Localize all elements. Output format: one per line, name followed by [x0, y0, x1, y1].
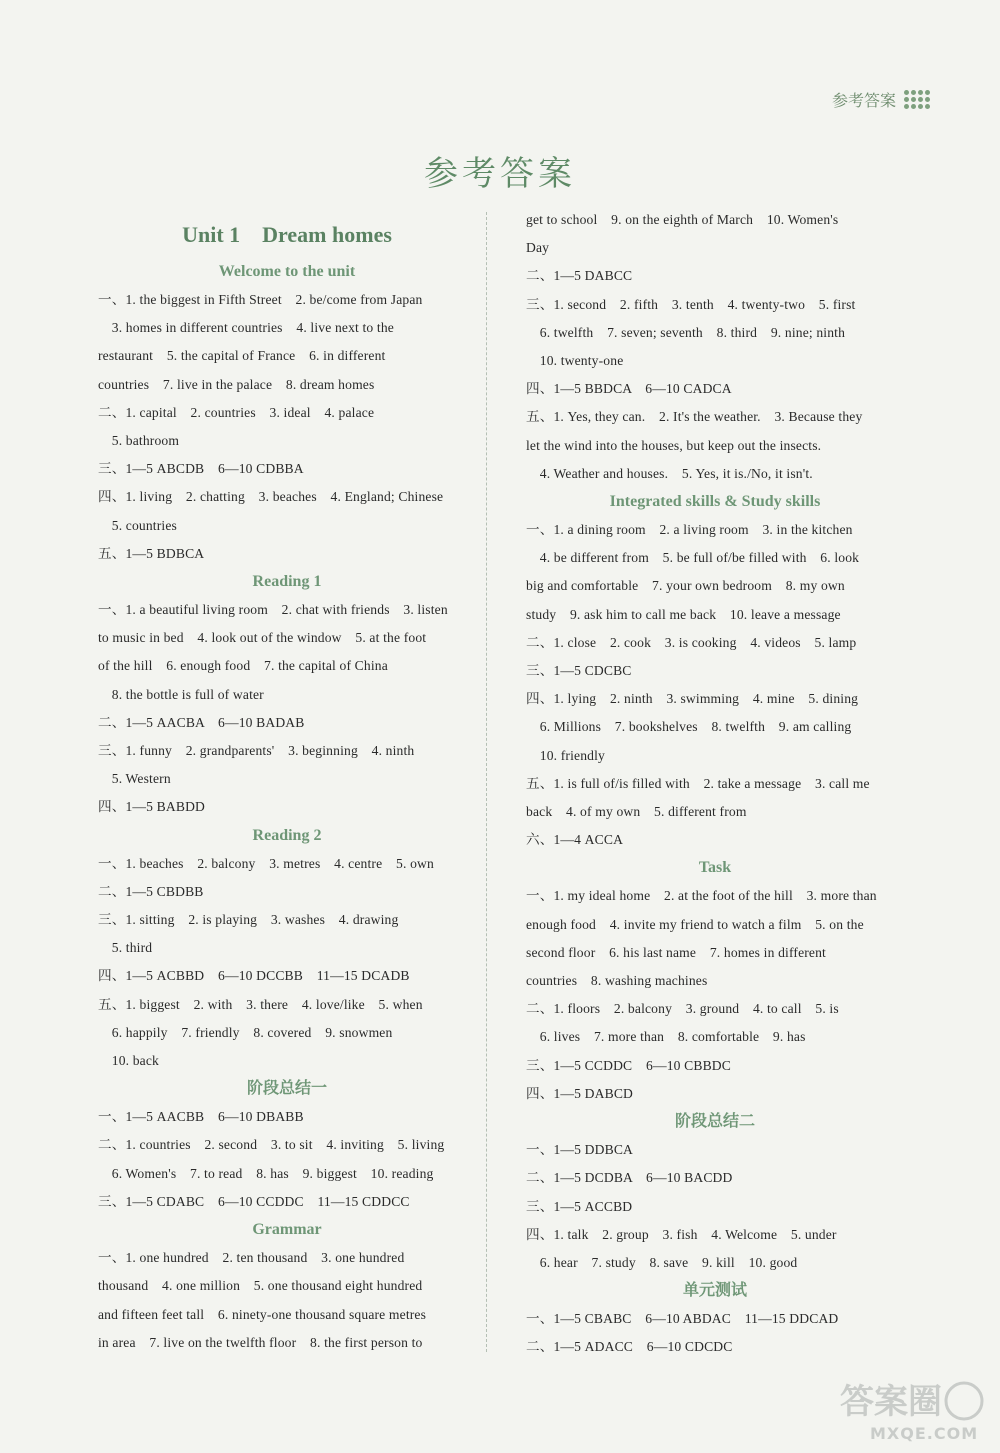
answer-line: 一、1. the biggest in Fifth Street 2. be/come from Japan — [98, 292, 423, 307]
answer-line: 6. Millions 7. bookshelves 8. twelfth 9. am calling — [526, 719, 852, 735]
answer-line: 一、1. my ideal home 2. at the foot of the hill 3. more than — [526, 888, 877, 904]
answer-line: 四、1—5 ACBBD 6—10 DCCBB 11—15 DCADB — [98, 968, 410, 984]
answer-line: countries 7. live in the palace 8. dream homes — [98, 376, 375, 392]
watermark-logo — [836, 1375, 986, 1445]
answer-line: 6. lives 7. more than 8. comfortable 9. has — [526, 1029, 806, 1045]
answer-line: 10. back — [98, 1053, 159, 1069]
answer-line: 三、1. funny 2. grandparents' 3. beginning 4. ninth — [98, 743, 415, 759]
answer-line: big and comfortable 7. your own bedroom 8. my own — [526, 578, 845, 594]
answer-line: 4. Weather and houses. 5. Yes, it is./No, it isn't. — [526, 465, 813, 481]
answer-line: 6. Women's 7. to read 8. has 9. biggest 10. reading — [98, 1165, 434, 1181]
answer-line: 三、1. second 2. fifth 3. tenth 4. twenty-two 5. first — [526, 296, 856, 312]
answer-line: 一、1. one hundred 2. ten thousand 3. one hundred — [98, 1250, 405, 1266]
answer-line: 六、1—4 ACCA — [526, 832, 624, 848]
running-header-label: 参考答案 — [831, 93, 896, 110]
answer-line: thousand 4. one million 5. one thousand eight hundred — [98, 1278, 423, 1294]
answer-line: 四、1—5 BABDD — [98, 799, 206, 815]
answer-line: of the hill 6. enough food 7. the capital of China — [98, 658, 388, 674]
answer-line: 四、1—5 BBDCA 6—10 CADCA — [526, 381, 732, 397]
answer-line: 二、1. close 2. cook 3. is cooking 4. videos 5. lamp — [526, 634, 857, 650]
answer-line: 一、1. a dining room 2. a living room 3. in the kitchen — [526, 522, 853, 538]
section-title: Reading 1 — [252, 573, 322, 591]
answer-line: countries 8. washing machines — [526, 973, 708, 989]
answer-line: 6. twelfth 7. seven; seventh 8. third 9. nine; ninth — [526, 324, 846, 340]
answer-line: 三、1. sitting 2. is playing 3. washes 4. drawing — [98, 912, 399, 928]
answer-line: 四、1. living 2. chatting 3. beaches 4. England; Chinese — [98, 489, 444, 505]
answer-line: 6. happily 7. friendly 8. covered 9. snowmen — [98, 1024, 393, 1040]
left-column — [98, 220, 476, 1357]
answer-line: 五、1—5 BDBCA — [98, 545, 205, 561]
answer-line: and fifteen feet tall 6. ninety-one thousand square metres — [98, 1306, 427, 1322]
answer-line: 一、1—5 AACBB 6—10 DBABB — [98, 1109, 304, 1125]
answer-line: 二、1—5 ADACC 6—10 CDCDC — [526, 1339, 733, 1355]
page-title: 参考答案 — [424, 156, 576, 193]
answer-line: 五、1. is full of/is filled with 2. take a message 3. call me — [526, 775, 870, 791]
answer-line: 五、1. biggest 2. with 3. there 4. love/like 5. when — [98, 996, 423, 1012]
answer-line: in area 7. live on the twelfth floor 8. the first person to — [98, 1334, 423, 1350]
answer-line: 二、1—5 DABCC — [526, 268, 633, 284]
answer-line: 二、1—5 AACBA 6—10 BADAB — [98, 714, 305, 730]
answer-line: 二、1. countries 2. second 3. to sit 4. inviting 5. living — [98, 1137, 445, 1153]
answer-line: restaurant 5. the capital of France 6. in different — [98, 348, 386, 364]
answer-line: 三、1—5 ACCBD — [526, 1198, 633, 1214]
watermark-url: MXQE.COM — [870, 1424, 979, 1443]
section-title: Reading 2 — [252, 826, 322, 844]
answer-line: back 4. of my own 5. different from — [526, 804, 747, 820]
answer-line: 二、1. floors 2. balcony 3. ground 4. to call 5. is — [526, 1001, 839, 1017]
answer-line: 四、1. talk 2. group 3. fish 4. Welcome 5. under — [526, 1226, 837, 1242]
unit-title: Unit 1 Dream homes — [182, 222, 392, 247]
section-title: Grammar — [252, 1221, 322, 1239]
answer-line: 三、1—5 ABCDB 6—10 CDBBA — [98, 461, 304, 477]
answer-line: let the wind into the houses, but keep out the insects. — [526, 437, 822, 453]
answer-line: 四、1. lying 2. ninth 3. swimming 4. mine 5. dining — [526, 691, 859, 707]
answer-line: 二、1. capital 2. countries 3. ideal 4. palace — [98, 404, 375, 420]
answer-line: 一、1. beaches 2. balcony 3. metres 4. centre 5. own — [98, 855, 434, 871]
section-title: 阶段总结二 — [674, 1113, 755, 1131]
answer-line: 二、1—5 CBDBB — [98, 883, 204, 899]
section-title: 单元测试 — [682, 1282, 747, 1300]
answer-line: get to school 9. on the eighth of March 10. Women's — [526, 212, 839, 227]
answer-line: second floor 6. his last name 7. homes in different — [526, 944, 826, 960]
watermark-cn: 答案圈 — [840, 1382, 942, 1422]
answer-line: enough food 4. invite my friend to watch a film 5. on the — [526, 916, 864, 932]
answer-line: Day — [526, 240, 550, 256]
answer-line: 4. be different from 5. be full of/be filled with 6. look — [526, 550, 860, 566]
answer-line: 三、1—5 CDABC 6—10 CCDDC 11—15 CDDCC — [98, 1193, 410, 1209]
answer-line: 10. friendly — [526, 747, 605, 763]
running-header — [832, 88, 930, 111]
column-divider — [486, 212, 487, 1352]
answer-line: to music in bed 4. look out of the window 5. at the foot — [98, 630, 427, 646]
answer-line: 5. bathroom — [98, 433, 180, 449]
answer-line: study 9. ask him to call me back 10. leave a message — [526, 606, 841, 622]
answer-line: 三、1—5 CDCBC — [526, 663, 632, 679]
answer-line: 8. the bottle is full of water — [98, 686, 264, 702]
answer-line: 四、1—5 DABCD — [526, 1085, 634, 1101]
right-column — [526, 206, 904, 1362]
answer-line: 5. countries — [98, 517, 177, 533]
section-title: Welcome to the unit — [218, 263, 356, 280]
answer-line: 一、1—5 CBABC 6—10 ABDAC 11—15 DDCAD — [526, 1311, 839, 1327]
answer-line: 一、1—5 DDBCA — [526, 1142, 634, 1158]
section-title: Task — [698, 859, 732, 877]
answer-line: 5. third — [98, 940, 153, 956]
dots-icon — [904, 90, 930, 109]
section-title: Integrated skills & Study skills — [609, 493, 821, 511]
section-title: 阶段总结一 — [246, 1080, 327, 1098]
answer-line: 一、1. a beautiful living room 2. chat with friends 3. listen — [98, 602, 448, 618]
answer-line: 10. twenty-one — [526, 353, 624, 369]
answer-line: 6. hear 7. study 8. save 9. kill 10. good — [526, 1254, 798, 1270]
answer-line: 3. homes in different countries 4. live next to the — [98, 320, 394, 336]
answer-line: 五、1. Yes, they can. 2. It's the weather. 3. Because they — [526, 409, 863, 425]
answer-line: 5. Western — [98, 771, 171, 787]
answer-line: 二、1—5 DCDBA 6—10 BACDD — [526, 1170, 733, 1186]
answer-line: 三、1—5 CCDDC 6—10 CBBDC — [526, 1057, 731, 1073]
